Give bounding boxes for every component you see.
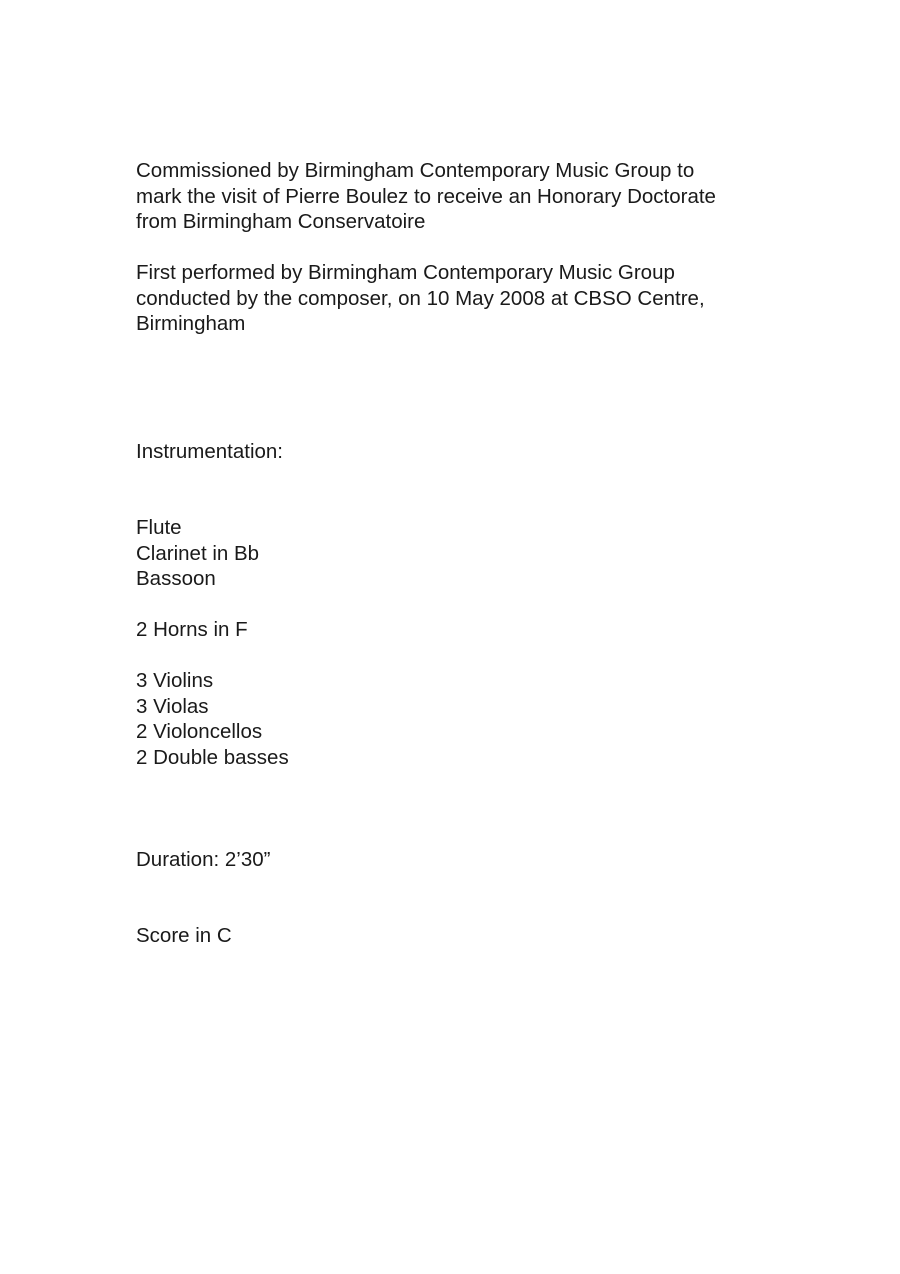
strings-list <box>136 668 776 770</box>
premiere-line: conducted by the composer, on 10 May 2008 at CBSO Centre, <box>136 286 705 310</box>
commission-line: from Birmingham Conservatoire <box>136 210 426 233</box>
instrument-item: 3 Violins <box>136 669 214 692</box>
brass-list <box>136 617 776 643</box>
instrument-item: 2 Violoncellos <box>136 720 263 743</box>
score-note: Score in C <box>136 924 232 947</box>
commission-line: Commissioned by Birmingham Contemporary Music Group to <box>136 159 695 182</box>
commission-note <box>136 158 776 235</box>
instrument-item: 2 Horns in F <box>136 618 248 641</box>
instrumentation-heading: Instrumentation: <box>136 439 283 463</box>
premiere-line: First performed by Birmingham Contemporary Music Group <box>136 261 675 284</box>
instrument-item: 3 Violas <box>136 694 209 718</box>
premiere-line: Birmingham <box>136 312 246 335</box>
instrument-item: Clarinet in Bb <box>136 541 260 565</box>
instrument-item: Flute <box>136 516 182 539</box>
instrument-item: 2 Double basses <box>136 745 289 769</box>
woodwind-list <box>136 515 776 592</box>
duration-note: Duration: 2’30” <box>136 847 271 871</box>
document-body <box>136 158 776 949</box>
commission-line: mark the visit of Pierre Boulez to receive an Honorary Doctorate <box>136 184 716 208</box>
premiere-note <box>136 260 776 337</box>
instrument-item: Bassoon <box>136 567 216 590</box>
